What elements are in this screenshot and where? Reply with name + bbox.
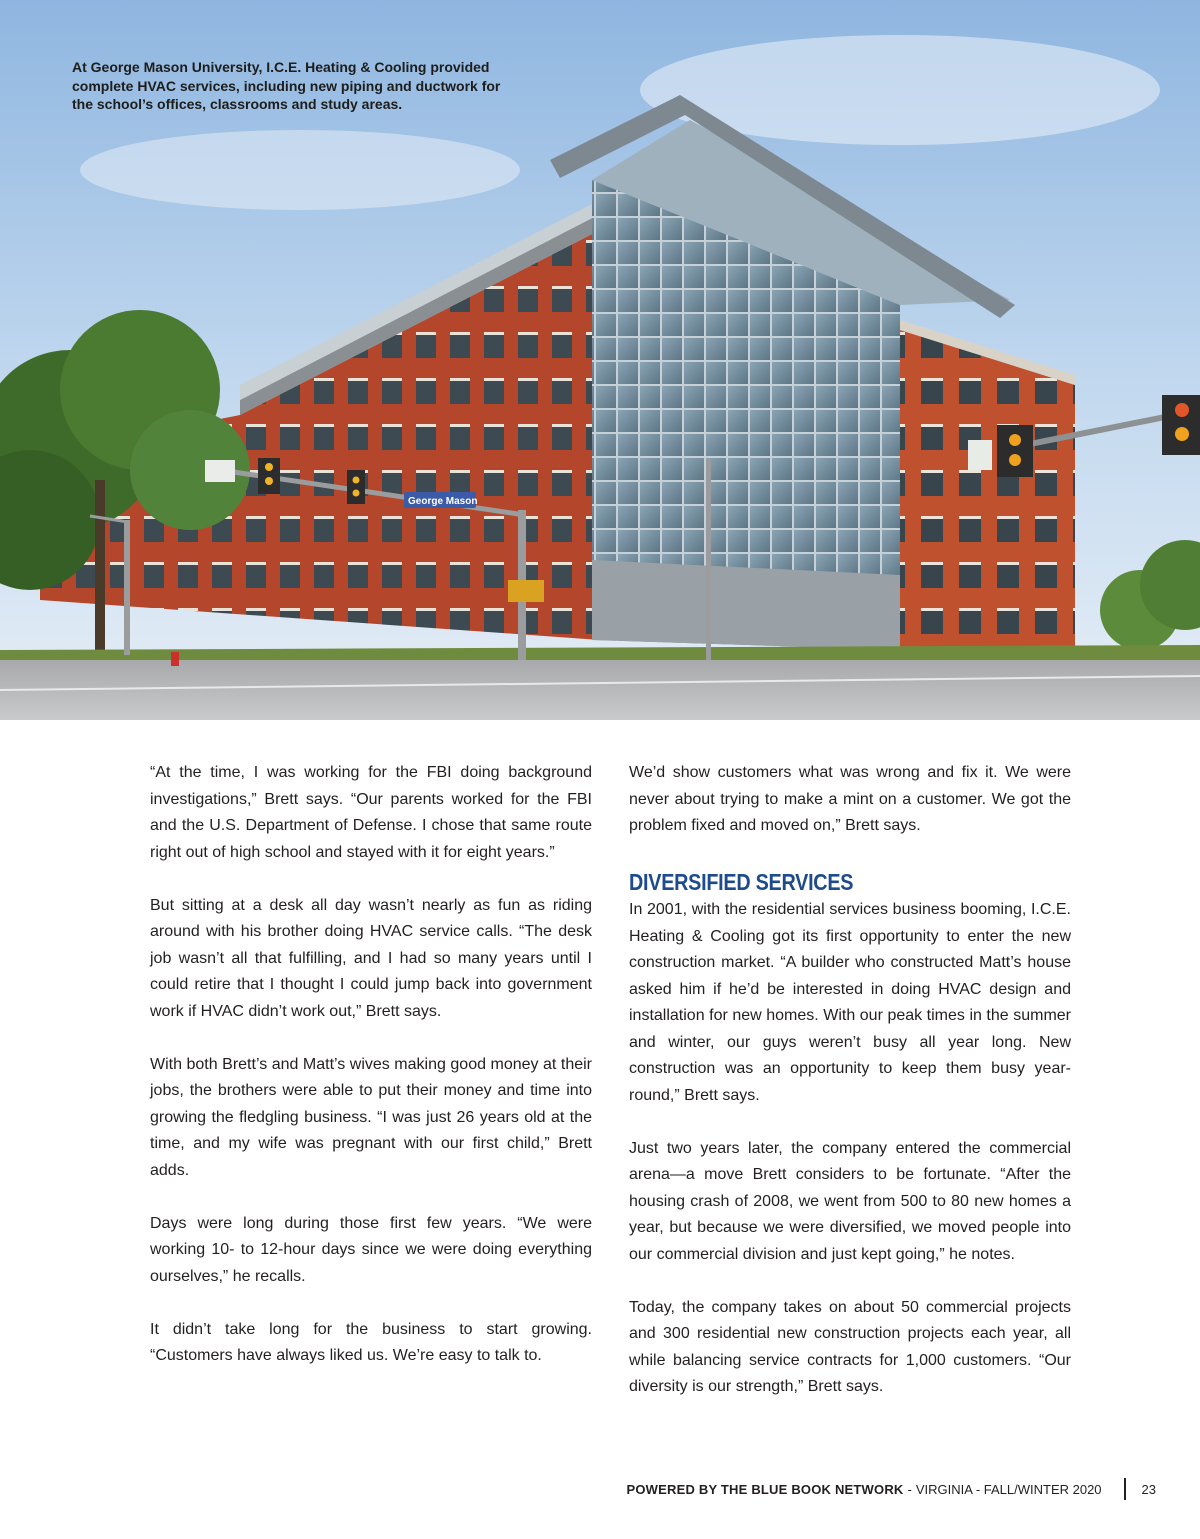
paragraph: In 2001, with the residential services business booming, I.C.E. Heating & Cooling got its first opportunity to enter the new construction market. “A builder who constructed Matt’s house asked him if he’d be interested in doing HVAC design and installation for new homes. With our peak times in the summer and winter, our guys weren’t busy all year long. New construction was an opportunity to keep them busy year-round,” Brett says. <box>629 901 1071 1104</box>
photo-caption: At George Mason University, I.C.E. Heating & Cooling provided complete HVAC services, including new piping and ductwork for the school’s offices, classrooms and study areas. <box>72 59 501 112</box>
paragraph: Days were long during those first few years. “We were working 10- to 12-hour days since we were doing everything ourselves,” he recalls. <box>150 1214 592 1285</box>
street-sign-text: George Mason <box>408 496 478 507</box>
page-number: 23 <box>1141 1481 1156 1497</box>
section-heading: DIVERSIFIED SERVICES <box>629 869 854 895</box>
article-right-column <box>629 760 1071 1401</box>
paragraph: But sitting at a desk all day wasn’t nearly as fun as riding around with his brother doing HVAC service calls. “The desk job wasn’t all that fulfilling, and I had so many years until I could retire that I thought I could jump back into government work if HVAC didn’t work out,” Brett says. <box>150 896 592 1020</box>
hero-photo <box>0 0 1200 720</box>
footer-separator: - <box>907 1481 912 1497</box>
page-footer <box>560 1477 1156 1501</box>
paragraph: Today, the company takes on about 50 commercial projects and 300 residential new construction projects each year, all while balancing service contracts for 1,000 customers. “Our diversity is our strength,” Brett says. <box>629 1298 1071 1395</box>
footer-brand: POWERED BY THE BLUE BOOK NETWORK <box>626 1481 904 1497</box>
footer-divider <box>1124 1478 1126 1500</box>
paragraph: It didn’t take long for the business to start growing. “Customers have always liked us. We’re easy to talk to. <box>150 1320 592 1364</box>
footer-edition: VIRGINIA - FALL/WINTER 2020 <box>915 1481 1102 1497</box>
paragraph: “At the time, I was working for the FBI doing background investigations,” Brett says. “Our parents worked for the FBI and the U.S. Department of Defense. I chose that same route right out of high school and stayed with it for eight years.” <box>150 764 592 861</box>
paragraph: With both Brett’s and Matt’s wives making good money at their jobs, the brothers were able to put their money and time into growing the fledgling business. “I was just 26 years old at the time, and my wife was pregnant with our first child,” Brett adds. <box>150 1055 592 1179</box>
article-left-column <box>150 760 592 1370</box>
paragraph: We’d show customers what was wrong and fix it. We were never about trying to make a mint on a customer. We got the problem fixed and moved on,” Brett says. <box>629 764 1071 834</box>
paragraph: Just two years later, the company entered the commercial arena—a move Brett considers to be fortunate. “After the housing crash of 2008, we went from 500 to 80 new homes a year, but because we were diversified, we moved people into our commercial division and just kept going,” he notes. <box>629 1139 1071 1263</box>
